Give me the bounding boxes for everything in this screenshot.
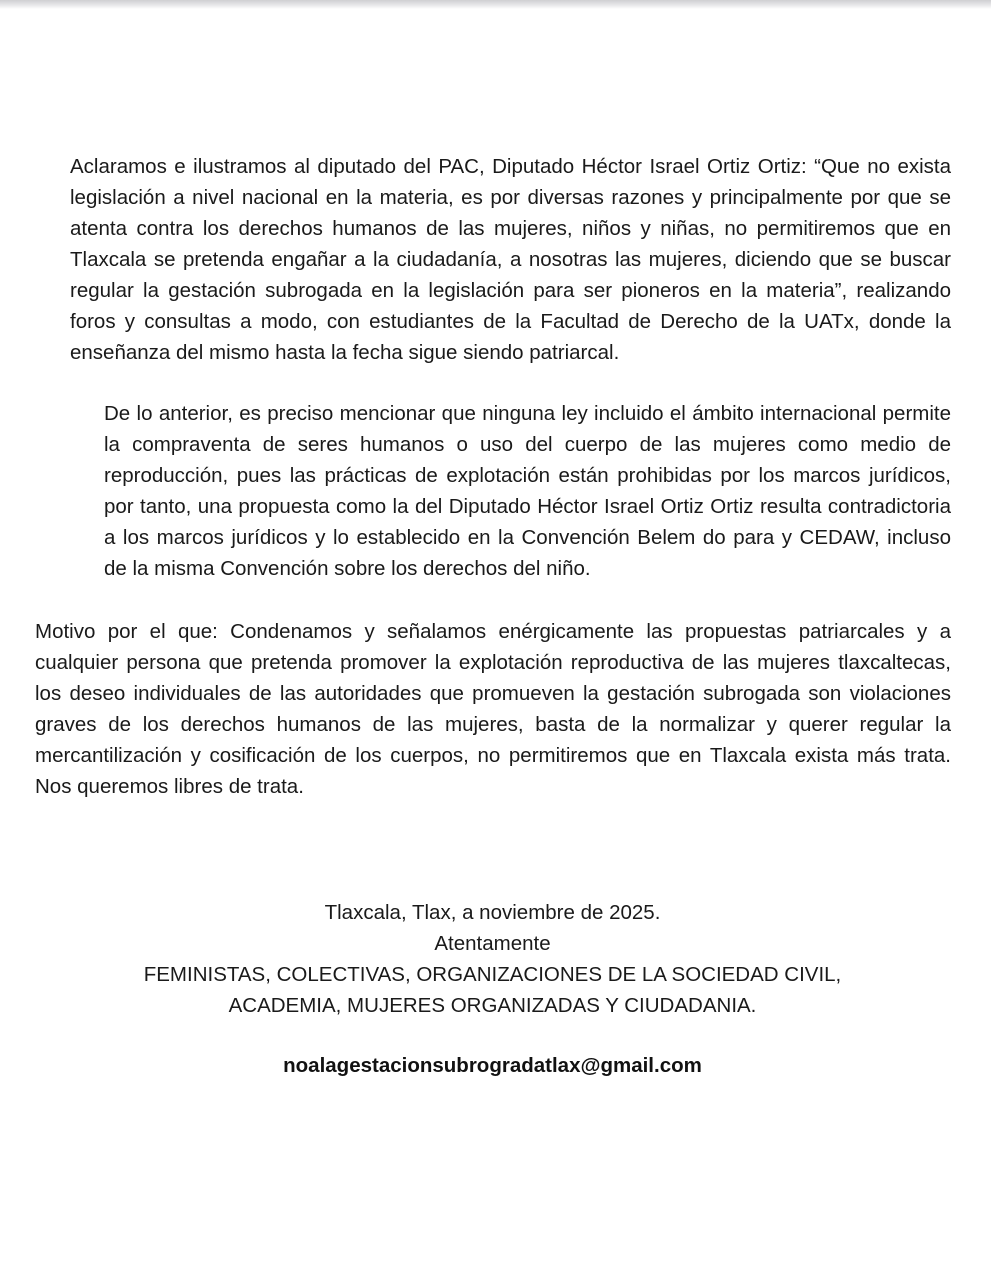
closing-block xyxy=(0,897,985,1021)
paragraph-clarification: Aclaramos e ilustramos al diputado del PAC, Diputado Héctor Israel Ortiz Ortiz: “Que no exista legislación a nivel nacional en la materia, es por diversas razones y principalmente por que se atenta contra los derechos humanos de las mujeres, niños y niñas, no permitiremos que en Tlaxcala se pretenda engañar a la ciudadanía, a nosotras las mujeres, diciendo que se buscar regular la gestación subrogada en la legislación para ser pioneros en la materia”, realizando foros y consultas a modo, con estudiantes de la Facultad de Derecho de la UATx, donde la enseñanza del mismo hasta la fecha sigue siendo patriarcal. xyxy=(70,155,951,364)
signatories-line-2: ACADEMIA, MUJERES ORGANIZADAS Y CIUDADANIA. xyxy=(228,994,757,1017)
paragraph-condemnation: Motivo por el que: Condenamos y señalamos enérgicamente las propuestas patriarcales y a cualquier persona que pretenda promover la explotación reproductiva de las mujeres tlaxcaltecas, los deseo individuales de las autoridades que promueven la gestación subrogada son violaciones graves de los derechos humanos de las mujeres, basta de la normalizar y querer regular la mercantilización y cosificación de los cuerpos, no permitiremos que en Tlaxcala exista más trata. Nos queremos libres de trata. xyxy=(35,620,951,798)
contact-email: noalagestacionsubrogradatlax@gmail.com xyxy=(283,1054,702,1077)
paragraph-legal-framework: De lo anterior, es preciso mencionar que ninguna ley incluido el ámbito internacional permite la compraventa de seres humanos o uso del cuerpo de las mujeres como medio de reproducción, pues las prácticas de explotación están prohibidas por los marcos jurídicos, por tanto, una propuesta como la del Diputado Héctor Israel Ortiz Ortiz resulta contradictoria a los marcos jurídicos y lo establecido en la Convención Belem do para y CEDAW, incluso de la misma Convención sobre los derechos del niño. xyxy=(104,402,951,580)
place-date: Tlaxcala, Tlax, a noviembre de 2025. xyxy=(324,901,661,924)
signatories-line-1: FEMINISTAS, COLECTIVAS, ORGANIZACIONES DE LA SOCIEDAD CIVIL, xyxy=(143,963,842,986)
salutation: Atentamente xyxy=(434,932,551,955)
screenshot-top-edge xyxy=(0,0,991,9)
